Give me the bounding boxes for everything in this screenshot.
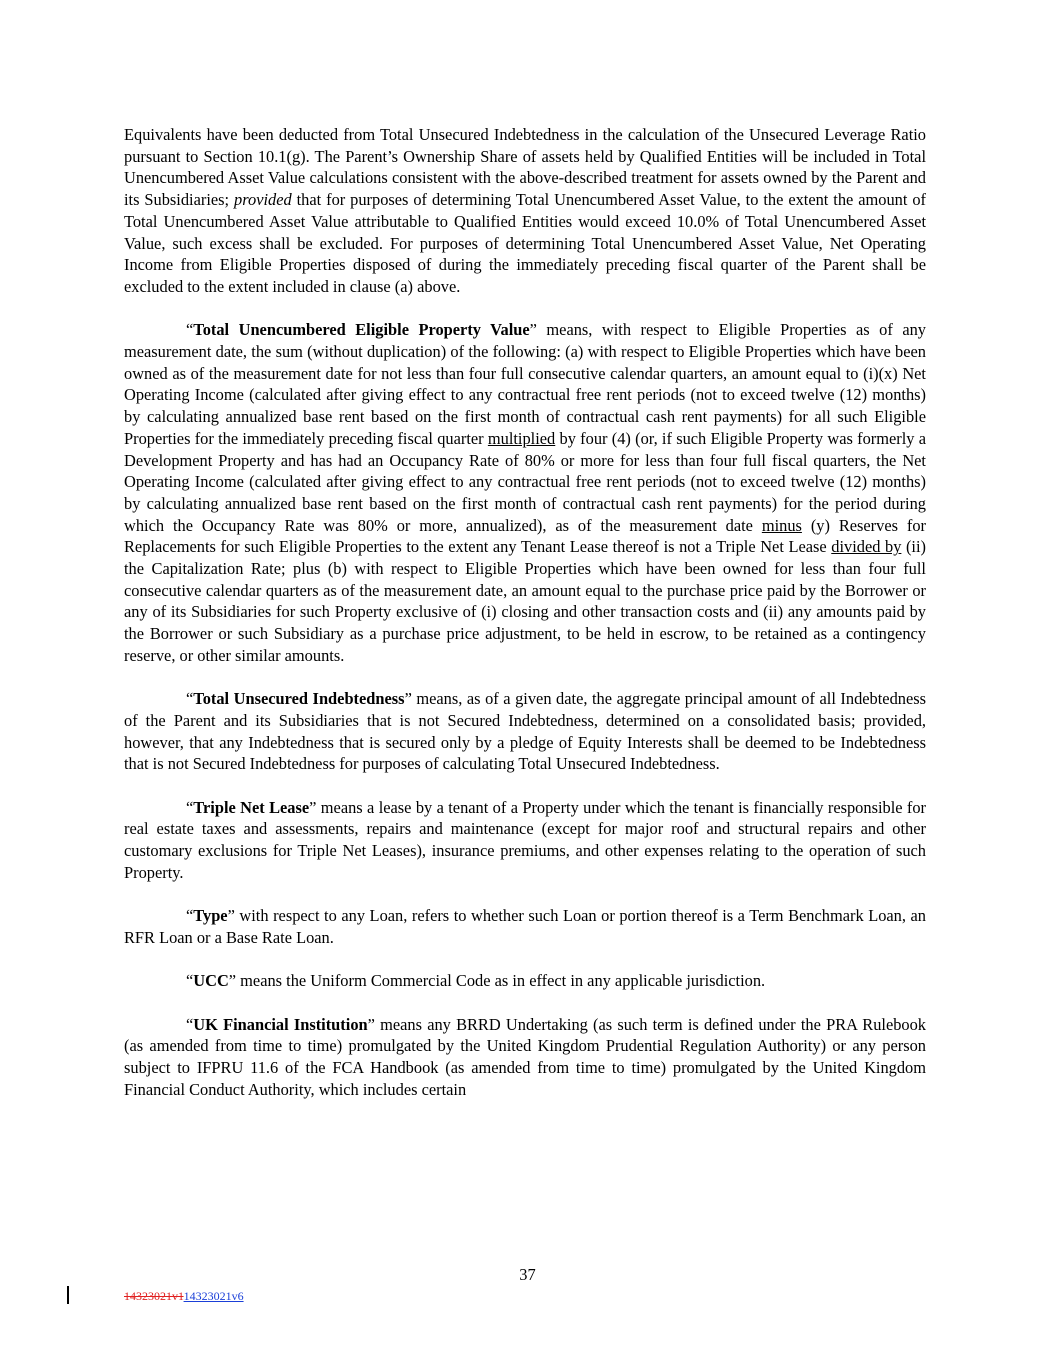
underlined-term-divided-by: divided by [831, 537, 902, 557]
italic-term-provided: provided [234, 190, 292, 210]
defined-term: UCC [193, 971, 229, 991]
inserted-document-id: 14323021v6 [183, 1289, 244, 1303]
defined-term: UK Financial Institution [193, 1014, 368, 1034]
close-quote: ” [404, 689, 412, 709]
defined-term: Type [193, 906, 228, 926]
open-quote: “ [186, 797, 194, 817]
definition-uk-financial-institution [124, 1014, 926, 1101]
document-body [124, 124, 926, 1122]
definition-text: means a lease by a tenant of a Property under which the tenant is financially responsible for real estate taxes and assessments, repairs and maintenance (except for major roof and structural repairs and other customary exclusions for Triple Net Leases), insurance premiums, and other expenses relating to the operation of such Property. [124, 797, 927, 882]
defined-term: Triple Net Lease [193, 797, 310, 817]
document-id-footer [124, 1289, 244, 1304]
definition-text: means any BRRD Undertaking (as such term is defined under the PRA Rulebook (as amended from time to time) promulgated by the United Kingdom Prudential Regulation Authority) or any person subject to IFPRU 11.6 of the FCA Handbook (as amended from time to time) promulgated by the United Kingdom Financial Conduct Authority, which includes certain [124, 1014, 926, 1099]
open-quote: “ [186, 320, 194, 340]
definition-text: means, as of a given date, the aggregate principal amount of all Indebtedness of the Parent and its Subsidiaries that is not Secured Indebtedness, determined on a consolidated basis; provided, however, that any Indebtedness that is secured only by a pledge of Equity Interests shall be deemed to be Indebtedness that is not Secured Indebtedness for purposes of calculating Total Unsecured Indebtedness. [124, 689, 926, 774]
defined-term: Total Unsecured Indebtedness [193, 689, 405, 709]
open-quote: “ [186, 906, 194, 926]
open-quote: “ [186, 689, 194, 709]
definition-triple-net-lease [124, 797, 926, 884]
underlined-term-multiplied: multiplied [487, 428, 556, 448]
definition-total-unencumbered-eligible-property-value [124, 319, 926, 666]
definition-text: means, with respect to Eligible Properties as of any measurement date, the sum (without duplication) of the following: (a) with respect to Eligible Properties which have been owned as of the measurement date for not less than four full consecutive calendar quarters, an amount equal to (i)(x) Net Operating Income (calculated after giving effect to any contractual free rent periods (not to exceed twelve (12) months) by calculating annualized base rent based on the first month of contractual cash rent payments) for all such Eligible Properties for the immediately preceding fiscal quarter [124, 320, 926, 448]
revision-change-bar [67, 1286, 69, 1304]
definition-type [124, 905, 926, 948]
close-quote: ” [228, 971, 237, 991]
definition-text: means the Uniform Commercial Code as in effect in any applicable jurisdiction. [236, 971, 766, 991]
definition-total-unsecured-indebtedness [124, 688, 926, 775]
definition-text: (y) Reserves for Replacements for such Eligible Properties to the extent any Tenant Lease thereof is not a Triple Net Lease [124, 515, 926, 557]
page-number: 37 [519, 1265, 536, 1284]
open-quote: “ [186, 1014, 194, 1034]
defined-term: Total Unencumbered Eligible Property Value [193, 320, 530, 340]
definition-text: with respect to any Loan, refers to whether such Loan or portion thereof is a Term Benchmark Loan, an RFR Loan or a Base Rate Loan. [124, 906, 926, 947]
paragraph-intro-continuation [124, 124, 926, 298]
paragraph-text: that for purposes of determining Total Unencumbered Asset Value, to the extent the amount of Total Unencumbered Asset Value attributable to Qualified Entities would exceed 10.0% of Total Unencumbered Asset Value, such excess shall be excluded. For purposes of determining Total Unencumbered Asset Value, Net Operating Income from Eligible Properties disposed of during the immediately preceding fiscal quarter of the Parent shall be excluded to the extent included in clause (a) above. [124, 190, 926, 296]
close-quote: ” [309, 797, 317, 817]
definition-ucc [124, 970, 926, 992]
definition-text: (ii) the Capitalization Rate; plus (b) with respect to Eligible Properties which have been owned for less than four full consecutive calendar quarters as of the measurement date, an amount equal to the purchase price paid by the Borrower or any of its Subsidiaries for such Property exclusive of (i) closing and other transaction costs and (ii) any amounts paid by the Borrower or such Subsidiary as a purchase price adjustment, to be held in escrow, to be retained as a contingency reserve, or other similar amounts. [124, 537, 926, 665]
close-quote: ” [227, 906, 235, 926]
paragraph-text: Equivalents have been deducted from Total Unsecured Indebtedness in the calculation of the Unsecured Leverage Ratio pursuant to Section 10.1(g). The Parent’s Ownership Share of assets held by Qualified Entities will be included in Total Unencumbered Asset Value calculations consistent with the above-described treatment for assets owned by the Parent and its Subsidiaries; [124, 125, 926, 210]
definition-text: by four (4) (or, if such Eligible Property was formerly a Development Property and has had an Occupancy Rate of 80% or more for less than four full fiscal quarters, the Net Operating Income (calculated after giving effect to any contractual free rent periods (not to exceed twelve (12) months) by calculating annualized base rent based on the first month of contractual cash rent payments) for the period during which the Occupancy Rate was 80% or more, annualized), as of the measurement date [124, 428, 926, 535]
close-quote: ” [367, 1014, 375, 1034]
close-quote: ” [529, 320, 537, 340]
deleted-document-id: 14323021v1 [124, 1289, 184, 1303]
underlined-term-minus: minus [761, 515, 802, 535]
open-quote: “ [186, 971, 194, 991]
